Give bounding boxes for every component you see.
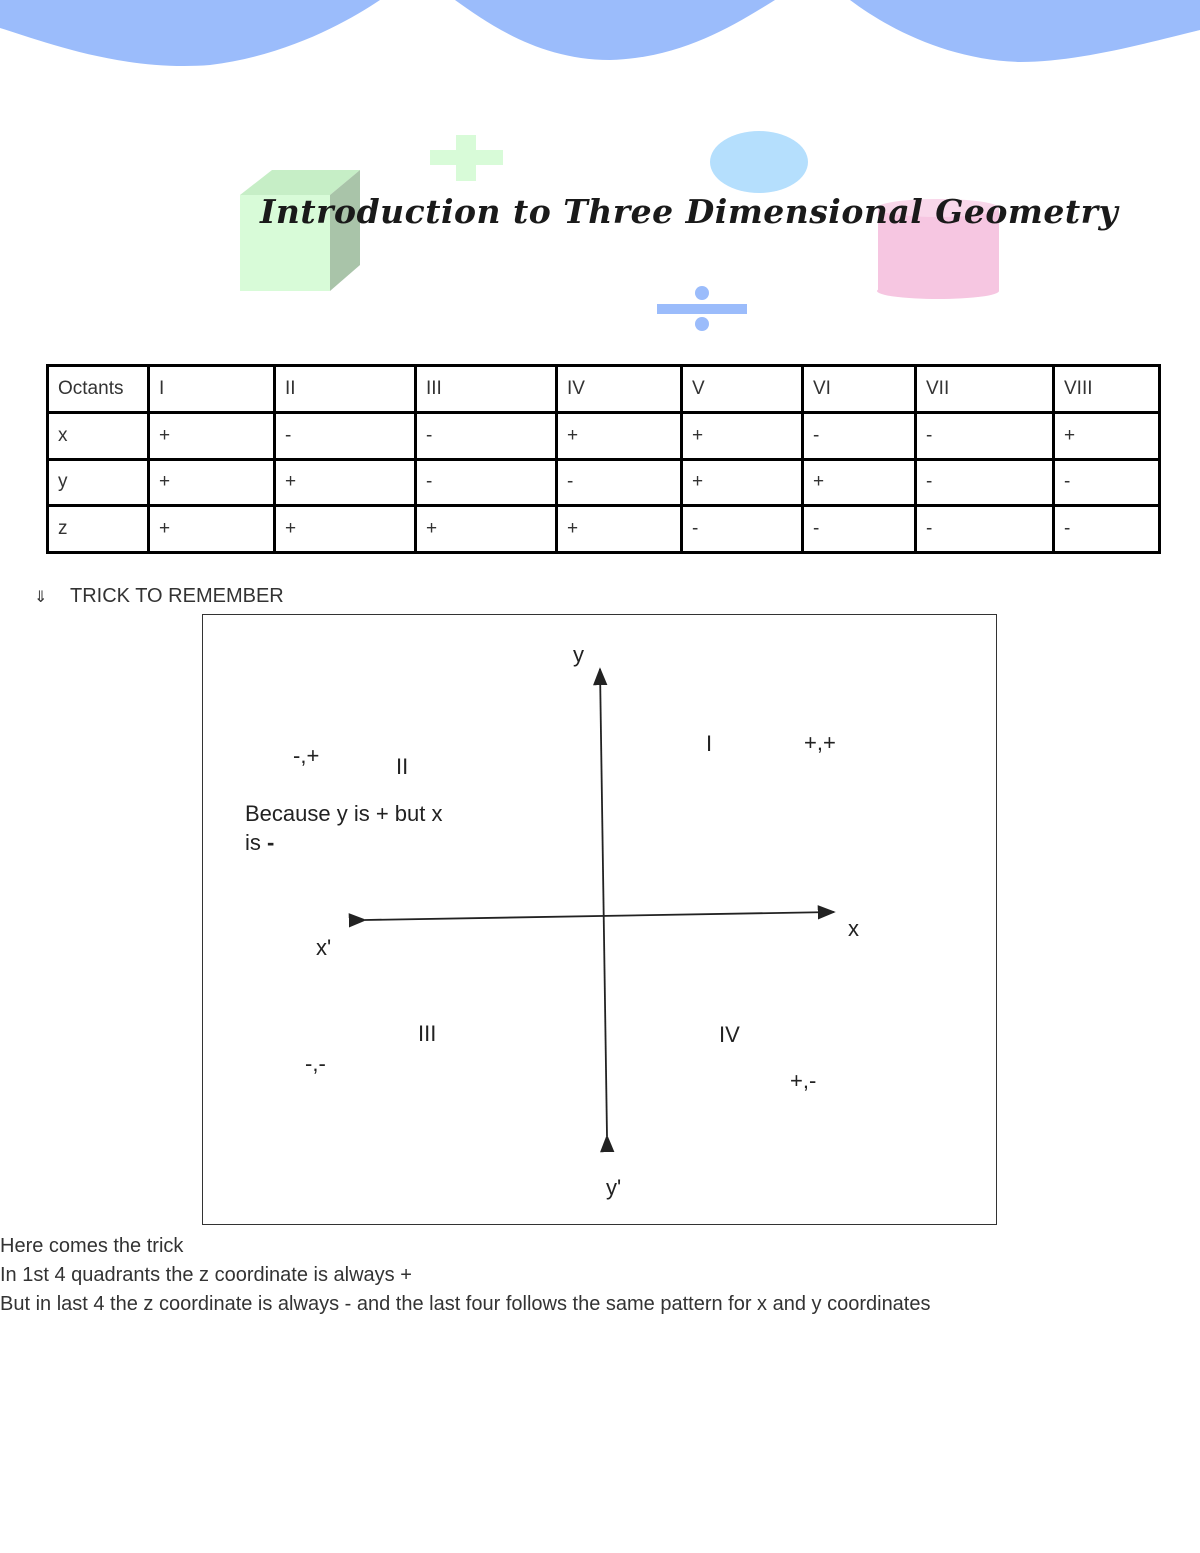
table-cell: + — [682, 412, 803, 459]
divide-icon — [657, 286, 747, 331]
table-cell: - — [557, 459, 682, 506]
y-axis-line — [600, 669, 607, 1136]
table-cell: + — [275, 459, 416, 506]
table-header-cell: Octants — [48, 366, 149, 413]
table-cell: - — [916, 506, 1054, 553]
octants-sign-table — [46, 364, 1161, 554]
table-header-cell: VI — [803, 366, 916, 413]
table-header-cell: II — [275, 366, 416, 413]
table-cell: - — [682, 506, 803, 553]
quadrant-3-label: III — [418, 1021, 437, 1046]
table-header-cell: III — [416, 366, 557, 413]
quadrant-1-signs: +,+ — [804, 730, 836, 755]
body-paragraph: But in last 4 the z coordinate is always - and the last four follows the same pattern for x and y coordinates — [0, 1293, 931, 1315]
x-neg-axis-label: x' — [316, 935, 332, 960]
table-row — [48, 412, 1160, 459]
table-header-row — [48, 366, 1160, 413]
table-header-cell: VIII — [1054, 366, 1160, 413]
table-cell: - — [803, 412, 916, 459]
y-axis-label: y — [573, 642, 584, 667]
table-cell: y — [48, 459, 149, 506]
table-cell: - — [416, 459, 557, 506]
table-header-cell: V — [682, 366, 803, 413]
table-cell: + — [557, 506, 682, 553]
table-cell: + — [1054, 412, 1160, 459]
decorative-wave-banner — [0, 0, 1200, 80]
table-cell: + — [149, 412, 275, 459]
table-row — [48, 506, 1160, 553]
quadrant-3-signs: -,- — [305, 1051, 326, 1076]
quadrant-4-label: IV — [719, 1022, 740, 1047]
table-cell: - — [1054, 459, 1160, 506]
quadrant-2-signs: -,+ — [293, 743, 320, 768]
trick-heading — [34, 585, 284, 608]
quadrant-diagram — [202, 614, 997, 1225]
table-cell: + — [275, 506, 416, 553]
table-header-cell: I — [149, 366, 275, 413]
table-cell: - — [916, 459, 1054, 506]
table-cell: - — [916, 412, 1054, 459]
table-cell: - — [416, 412, 557, 459]
table-cell: + — [682, 459, 803, 506]
table-cell: - — [803, 506, 916, 553]
table-cell: z — [48, 506, 149, 553]
x-axis-line — [365, 912, 834, 920]
quadrant-1-label: I — [706, 731, 713, 756]
table-cell: x — [48, 412, 149, 459]
table-header-cell: IV — [557, 366, 682, 413]
x-axis-label: x — [848, 916, 859, 941]
quadrant-2-explanation: Because y is + but x is - — [245, 801, 443, 855]
table-cell: + — [803, 459, 916, 506]
table-cell: + — [557, 412, 682, 459]
table-cell: + — [416, 506, 557, 553]
body-paragraph: Here comes the trick — [0, 1235, 184, 1257]
table-cell: + — [149, 459, 275, 506]
table-cell: + — [149, 506, 275, 553]
body-paragraph: In 1st 4 quadrants the z coordinate is always + — [0, 1264, 412, 1286]
double-down-arrow-icon: ⇓ — [34, 589, 48, 606]
quadrant-2-label: II — [396, 754, 409, 779]
page-title: Introduction to Three Dimensional Geometry — [260, 192, 1119, 231]
table-row — [48, 459, 1160, 506]
axes-drawing — [203, 615, 998, 1226]
ellipse-icon — [710, 131, 808, 193]
y-neg-axis-label: y' — [606, 1175, 622, 1200]
plus-icon — [430, 135, 503, 181]
title-banner-graphic — [230, 125, 1119, 340]
quadrant-4-signs: +,- — [790, 1068, 817, 1093]
table-header-cell: VII — [916, 366, 1054, 413]
trick-heading-text: TRICK TO REMEMBER — [70, 585, 284, 607]
table-cell: - — [275, 412, 416, 459]
table-cell: - — [1054, 506, 1160, 553]
